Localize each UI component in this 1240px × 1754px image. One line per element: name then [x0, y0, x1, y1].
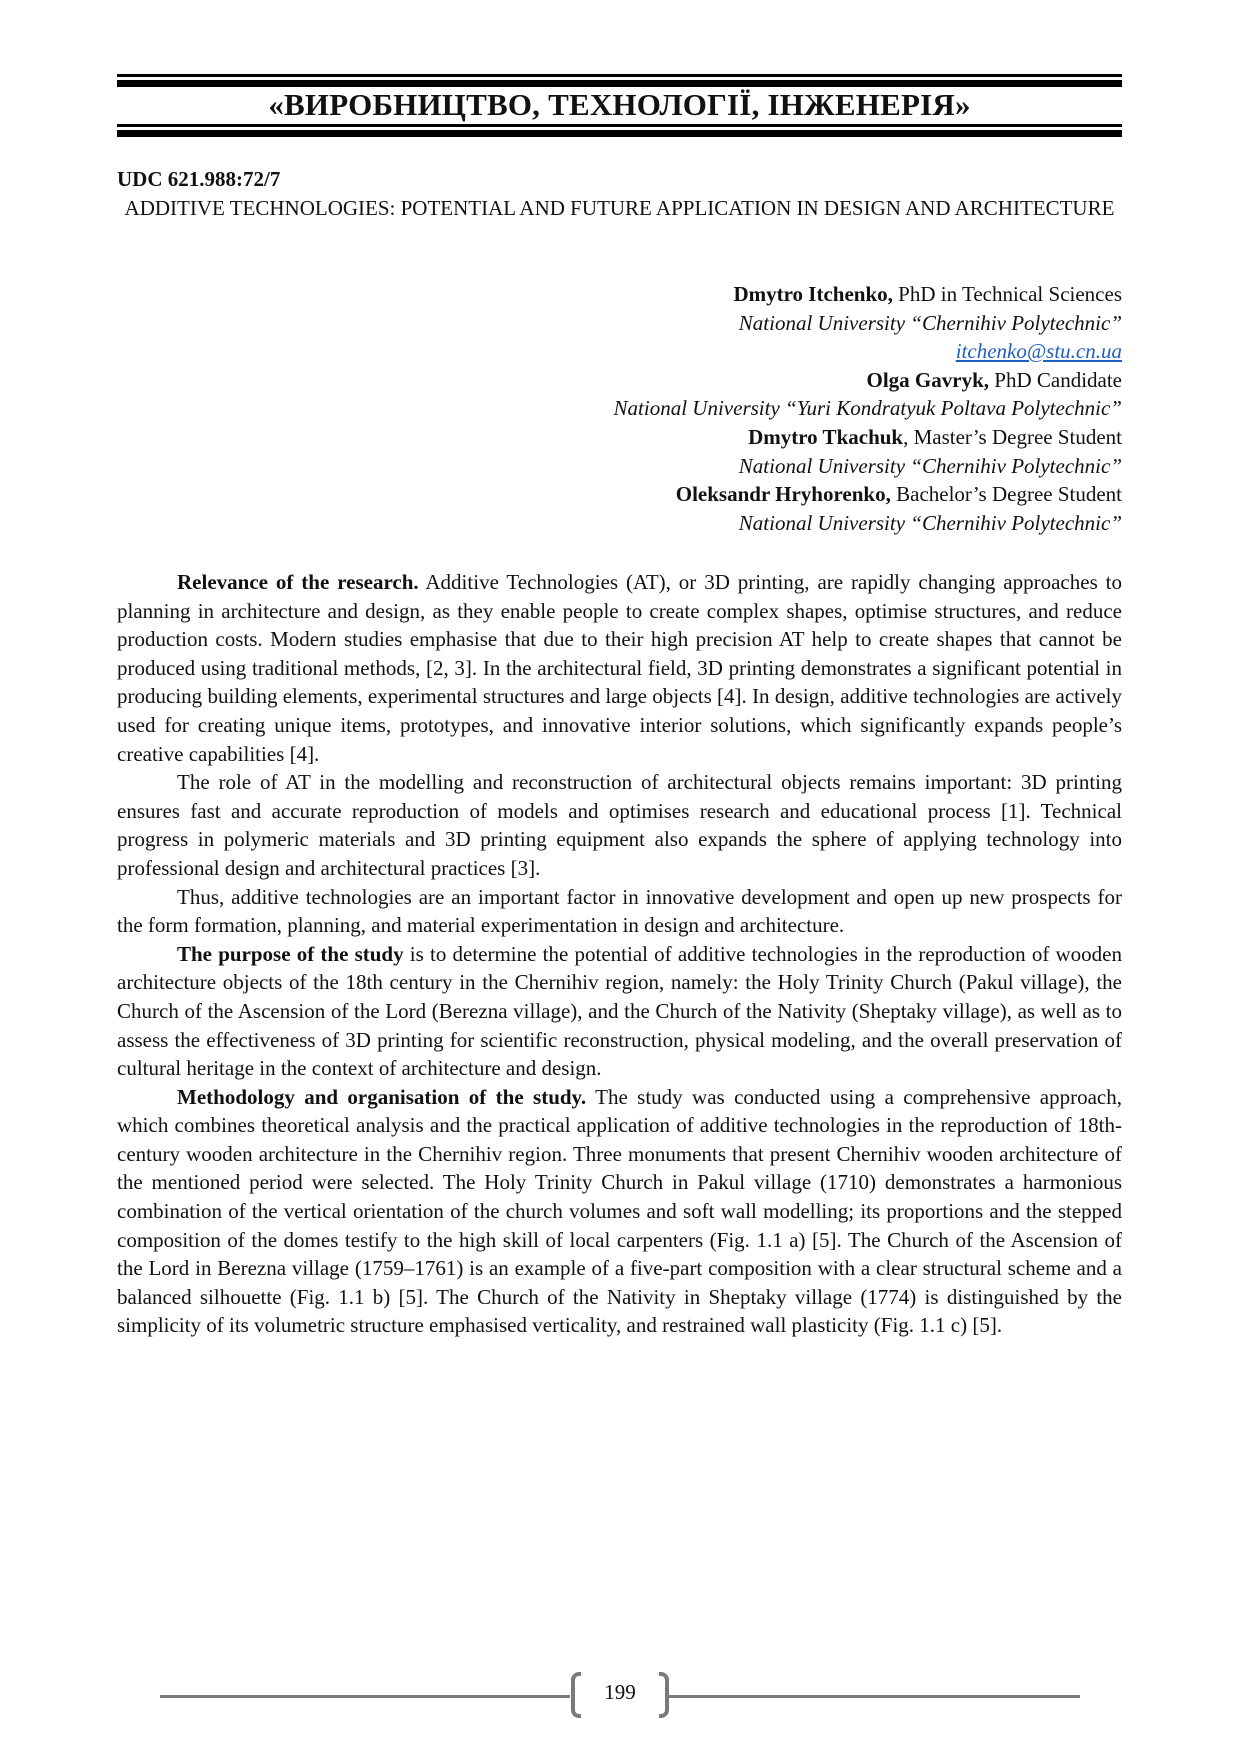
- author-line: [614, 480, 1122, 509]
- affiliation-text: National University “Chernihiv Polytechnic”: [738, 510, 1122, 535]
- author-affiliation: [614, 452, 1122, 481]
- udc-code: UDC 621.988:72/7: [117, 167, 281, 191]
- header-rule-thick-bottom: [117, 130, 1122, 137]
- journal-section-title: «ВИРОБНИЦТВО, ТЕХНОЛОГІЇ, ІНЖЕНЕРІЯ»: [268, 87, 971, 122]
- paragraph-text: is to determine the potential of additive technologies in the reproduction of wooden architecture objects of the 18th century in the Chernihiv region, namely: the Holy Trinity Church (Pakul village), the Church of the Ascension of the Lord (Berezna village), and the Church of the Nativity (Sheptaky village), as well as to assess the effectiveness of 3D printing for scientific reconstruction, physical modeling, and the overall preservation of cultural heritage in the context of architecture and design.: [117, 941, 1122, 1081]
- author-name: Olga Gavryk,: [866, 367, 990, 392]
- article-title: ADDITIVE TECHNOLOGIES: POTENTIAL AND FUTURE APPLICATION IN DESIGN AND ARCHITECTURE: [124, 196, 1115, 220]
- author-affiliation: [614, 509, 1122, 538]
- author-block: [614, 280, 1122, 537]
- left-brace-icon: [571, 1672, 581, 1718]
- paragraph-conclusion-intro: Thus, additive technologies are an important factor in innovative development and open up new prospects for the form formation, planning, and material experimentation in design and architecture.: [117, 884, 1122, 938]
- author-degree: , Master’s Degree Student: [903, 424, 1122, 449]
- section-lead: Relevance of the research.: [177, 570, 419, 594]
- affiliation-text: National University “Chernihiv Polytechnic”: [738, 310, 1122, 335]
- page-number: 199: [604, 1680, 636, 1704]
- paragraph-text: The study was conducted using a comprehensive approach, which combines theoretical analysis and the practical application of additive technologies in the reproduction of 18th-century wooden architecture in the Chernihiv region. Three monuments that present Chernihiv wooden architecture of the mentioned period were selected. The Holy Trinity Church in Pakul village (1710) demonstrates a harmonious combination of the vertical orientation of the church volumes and soft wall modelling; its proportions and the stepped composition of the domes testify to the high skill of local carpenters (Fig. 1.1 a) [5]. The Church of the Ascension of the Lord in Berezna village (1759–1761) is an example of a five-part composition with a clear structural scheme and a balanced silhouette (Fig. 1.1 b) [5]. The Church of the Nativity in Sheptaky village (1774) is distinguished by the simplicity of its volumetric structure emphasised verticality, and restrained wall plasticity (Fig. 1.1 c) [5].: [117, 1084, 1122, 1338]
- footer-rule-right: [668, 1695, 1080, 1698]
- footer-rule-left: [160, 1695, 570, 1698]
- author-email-line: [614, 337, 1122, 366]
- author-line: [614, 423, 1122, 452]
- author-line: [614, 280, 1122, 309]
- author-name: Oleksandr Hryhorenko,: [675, 482, 891, 507]
- author-degree: Bachelor’s Degree Student: [890, 482, 1122, 507]
- author-affiliation: [614, 394, 1122, 423]
- author-degree: PhD Candidate: [989, 367, 1122, 392]
- author-name: Dmytro Itchenko,: [733, 282, 893, 306]
- author-affiliation: [614, 309, 1122, 338]
- section-lead: The purpose of the study: [177, 941, 404, 966]
- paragraph-purpose: [117, 940, 1122, 1083]
- header-rule-thin-bottom: [117, 124, 1122, 127]
- affiliation-text: National University “Yuri Kondratyuk Poltava Polytechnic”: [613, 396, 1122, 421]
- paragraph-relevance: [117, 568, 1122, 768]
- section-lead: Methodology and organisation of the study.: [177, 1084, 587, 1109]
- paragraph-methodology: [117, 1083, 1122, 1340]
- author-name: Dmytro Tkachuk: [748, 424, 904, 449]
- affiliation-text: National University “Chernihiv Polytechnic”: [738, 453, 1122, 478]
- author-email-link[interactable]: itchenko@stu.cn.ua: [955, 339, 1122, 364]
- author-degree: PhD in Technical Sciences: [892, 282, 1122, 306]
- article-body: [117, 568, 1122, 1340]
- header-rule-thin-top: [117, 74, 1122, 77]
- paragraph-role-of-at: The role of AT in the modelling and reconstruction of architectural objects remains important: 3D printing ensures fast and accurate reproduction of models and optimises research and educational process [1]. Technical progress in polymeric materials and 3D printing equipment also expands the sphere of applying technology into professional design and architectural practices [3].: [117, 770, 1122, 880]
- paragraph-text: Additive Technologies (AT), or 3D printing, are rapidly changing approaches to planning in architecture and design, as they enable people to create complex shapes, optimise structures, and reduce production costs. Modern studies emphasise that due to their high precision AT help to create shapes that cannot be produced using traditional methods, [2, 3]. In the architectural field, 3D printing demonstrates a significant potential in producing building elements, experimental structures and large objects [4]. In design, additive technologies are actively used for creating unique items, prototypes, and innovative interior solutions, which significantly expands people’s creative capabilities [4].: [117, 570, 1122, 766]
- author-line: [614, 366, 1122, 395]
